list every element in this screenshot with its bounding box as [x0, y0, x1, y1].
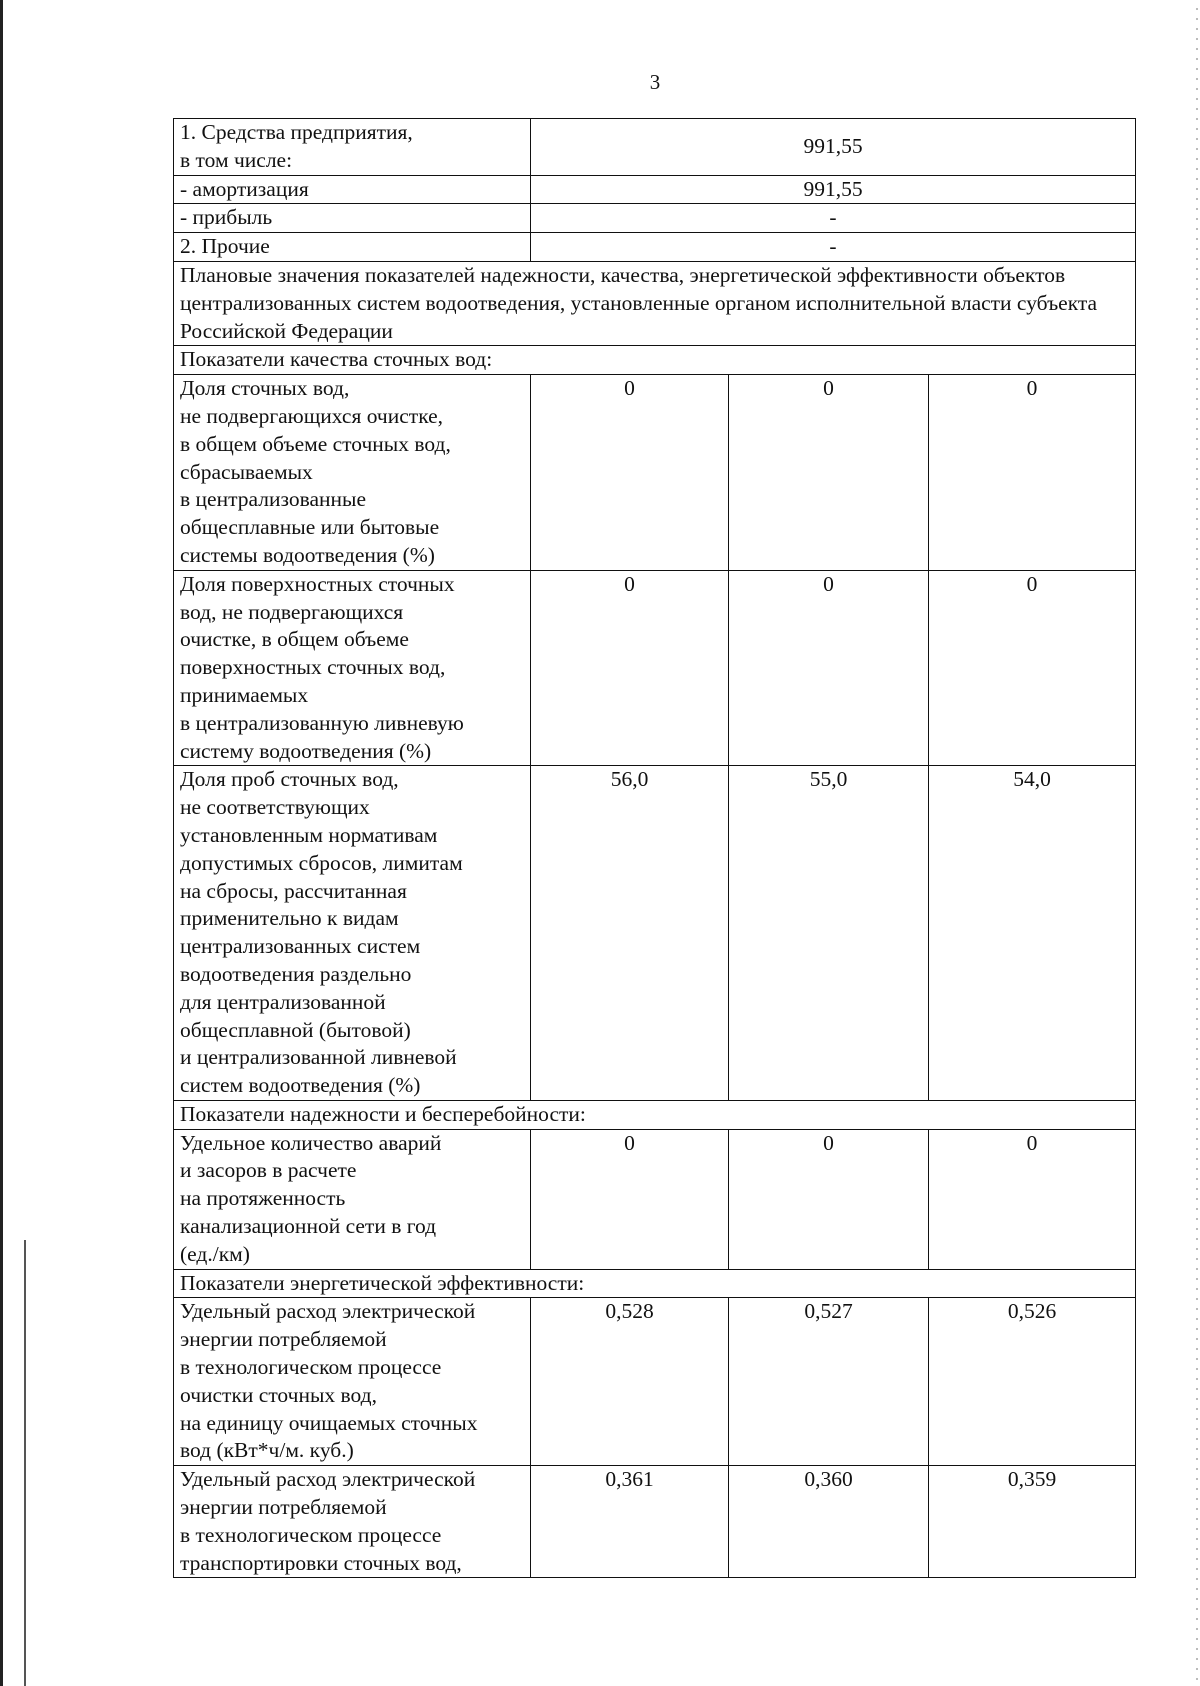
indicator-value: 0,361	[531, 1466, 729, 1578]
financing-row	[174, 175, 1136, 204]
financing-label: - прибыль	[174, 204, 531, 233]
financing-row	[174, 233, 1136, 262]
indicator-row	[174, 766, 1136, 1101]
plan-heading: Плановые значения показателей надежности, качества, энергетической эффективности объектов централизованных систем водоотведения, установленные органом исполнительной власти субъекта Российской Федерации	[174, 261, 1136, 345]
indicator-value: 56,0	[531, 766, 729, 1101]
indicators-table	[173, 118, 1136, 1578]
financing-value: 991,55	[531, 119, 1136, 176]
section-title: Показатели качества сточных вод:	[174, 346, 1136, 375]
indicator-value: 0,528	[531, 1298, 729, 1466]
indicator-value: 0	[531, 570, 729, 766]
plan-heading-row	[174, 261, 1136, 345]
section-title: Показатели энергетической эффективности:	[174, 1269, 1136, 1298]
indicator-value: 0	[929, 375, 1136, 571]
indicator-label: Удельное количество аварий и засоров в расчете на протяженность канализационной сети в год (ед./км)	[174, 1129, 531, 1269]
indicator-value: 0	[929, 570, 1136, 766]
financing-value: -	[531, 233, 1136, 262]
financing-row	[174, 119, 1136, 176]
section-title: Показатели надежности и бесперебойности:	[174, 1100, 1136, 1129]
indicator-row	[174, 1298, 1136, 1466]
indicator-label: Удельный расход электрической энергии потребляемой в технологическом процессе транспортировки сточных вод,	[174, 1466, 531, 1578]
indicator-label: Доля проб сточных вод, не соответствующих установленным нормативам допустимых сбросов, лимитам на сбросы, рассчитанная применительно к видам централизованных систем водоотведения раздельно для централизованной общесплавной (бытовой) и централизованной ливневой систем водоотведения (%)	[174, 766, 531, 1101]
indicator-row	[174, 1129, 1136, 1269]
page-number: 3	[649, 70, 661, 94]
indicator-value: 0	[729, 375, 929, 571]
indicator-value: 0	[729, 1129, 929, 1269]
indicator-label: Доля сточных вод, не подвергающихся очистке, в общем объеме сточных вод, сбрасываемых в централизованные общесплавные или бытовые системы водоотведения (%)	[174, 375, 531, 571]
indicator-label: Удельный расход электрической энергии потребляемой в технологическом процессе очистки сточных вод, на единицу очищаемых сточных вод (кВт*ч/м. куб.)	[174, 1298, 531, 1466]
financing-label: 2. Прочие	[174, 233, 531, 262]
scan-border-inner	[24, 1240, 26, 1686]
financing-label: - амортизация	[174, 175, 531, 204]
indicator-row	[174, 1466, 1136, 1578]
indicator-value: 0,359	[929, 1466, 1136, 1578]
indicator-value: 0,360	[729, 1466, 929, 1578]
indicator-value: 0,526	[929, 1298, 1136, 1466]
section-title-row	[174, 1100, 1136, 1129]
section-title-row	[174, 1269, 1136, 1298]
indicator-row	[174, 375, 1136, 571]
section-title-row	[174, 346, 1136, 375]
indicator-value: 0	[729, 570, 929, 766]
scan-border	[0, 0, 3, 1686]
financing-label: 1. Средства предприятия, в том числе:	[174, 119, 531, 176]
table-body	[174, 119, 1136, 1578]
indicator-value: 55,0	[729, 766, 929, 1101]
financing-value: -	[531, 204, 1136, 233]
indicator-value: 0	[531, 1129, 729, 1269]
financing-value: 991,55	[531, 175, 1136, 204]
financing-row	[174, 204, 1136, 233]
indicator-value: 0,527	[729, 1298, 929, 1466]
scan-perforation	[1196, 0, 1198, 1686]
indicator-value: 0	[929, 1129, 1136, 1269]
indicator-value: 0	[531, 375, 729, 571]
indicator-label: Доля поверхностных сточных вод, не подвергающихся очистке, в общем объеме поверхностных сточных вод, принимаемых в централизованную ливневую систему водоотведения (%)	[174, 570, 531, 766]
indicator-row	[174, 570, 1136, 766]
indicator-value: 54,0	[929, 766, 1136, 1101]
